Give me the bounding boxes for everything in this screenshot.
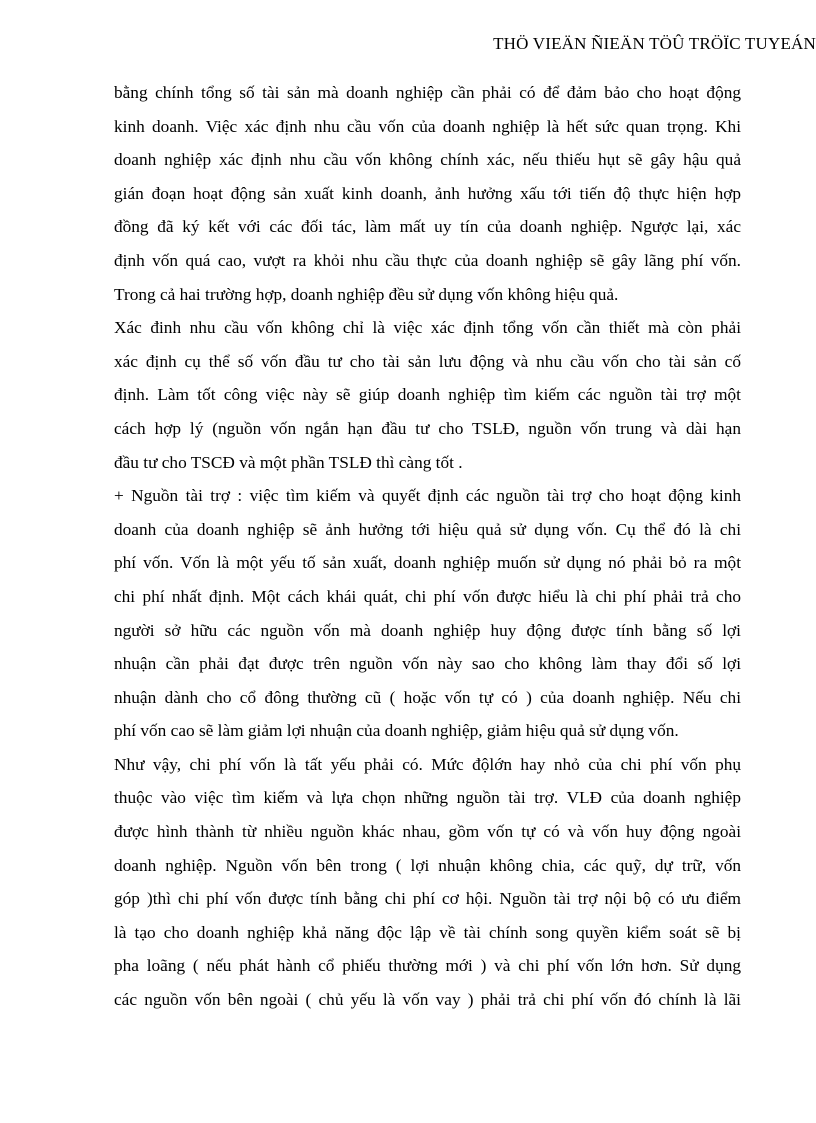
text-line: xác định cụ thể số vốn đầu tư cho tài sản lưu động và nhu cầu vốn cho tài sản cố (114, 351, 741, 371)
text-line: Như vậy, chi phí vốn là tất yếu phải có. Mức độlớn hay nhỏ của chi phí vốn phụ (114, 754, 741, 774)
text-line: định vốn quá cao, vượt ra khỏi nhu cầu thực của doanh nghiệp sẽ gây lãng phí vốn. (114, 250, 741, 270)
document-body (114, 76, 741, 1017)
text-line: gián đoạn hoạt động sản xuất kinh doanh, ảnh hưởng xấu tới tiến độ thực hiện hợp (114, 183, 741, 203)
text-line: doanh nghiệp xác định nhu cầu vốn không chính xác, nếu thiếu hụt sẽ gây hậu quả (114, 150, 741, 170)
text-line: thuộc vào việc tìm kiếm và lựa chọn những nguồn tài trợ. VLĐ của doanh nghiệp (114, 788, 741, 808)
text-line: Xác đinh nhu cầu vốn không chỉ là việc xác định tổng vốn cần thiết mà còn phải (114, 318, 741, 338)
text-line: định. Làm tốt công việc này sẽ giúp doanh nghiệp tìm kiếm các nguồn tài trợ một (114, 385, 741, 405)
running-header: THÖ VIEÄN ÑIEÄN TÖÛ TRÖÏC TUYEÁN (493, 34, 816, 53)
text-line: pha loãng ( nếu phát hành cổ phiếu thường mới ) và chi phí vốn lớn hơn. Sử dụng (114, 956, 741, 976)
text-line: bằng chính tổng số tài sản mà doanh nghiệp cần phải có để đảm bảo cho hoạt động (114, 83, 741, 102)
text-line: Trong cả hai trường hợp, doanh nghiệp đều sử dụng vốn không hiệu quả. (114, 284, 619, 304)
text-line: góp )thì chi phí vốn được tính bằng chi phí cơ hội. Nguồn tài trợ nội bộ có ưu điểm (114, 889, 741, 909)
text-line: chi phí nhất định. Một cách khái quát, chi phí vốn được hiểu là chi phí phải trả cho (114, 586, 741, 606)
text-line: người sở hữu các nguồn vốn mà doanh nghiệp huy động được tính bằng số lợi (114, 620, 741, 640)
text-line: nhuận dành cho cổ đông thường cũ ( hoặc vốn tự có ) của doanh nghiệp. Nếu chi (114, 687, 741, 707)
text-line: doanh của doanh nghiệp sẽ ảnh hưởng tới hiệu quả sử dụng vốn. Cụ thể đó là chi (114, 519, 741, 539)
text-line: là tạo cho doanh nghiệp khả năng độc lập về tài chính song quyền kiểm soát sẽ bị (114, 922, 741, 942)
text-line: nhuận cần phải đạt được trên nguồn vốn này sao cho không làm thay đổi số lợi (114, 654, 741, 674)
text-line: doanh nghiệp. Nguồn vốn bên trong ( lợi nhuận không chia, các quỹ, dự trữ, vốn (114, 855, 741, 875)
text-line: cách hợp lý (nguồn vốn ngắn hạn đầu tư cho TSLĐ, nguồn vốn trung và dài hạn (114, 418, 741, 438)
text-line: các nguồn vốn bên ngoài ( chủ yếu là vốn vay ) phải trả chi phí vốn đó chính là lãi (114, 990, 741, 1010)
text-line: phí vốn. Vốn là một yếu tố sản xuất, doanh nghiệp muốn sử dụng nó phải bỏ ra một (114, 553, 741, 573)
text-line: được hình thành từ nhiều nguồn khác nhau, gồm vốn tự có và vốn huy động ngoài (114, 822, 741, 842)
text-line: phí vốn cao sẽ làm giảm lợi nhuận của doanh nghiệp, giảm hiệu quả sử dụng vốn. (114, 721, 679, 741)
text-line: đồng đã ký kết với các đối tác, làm mất uy tín của doanh nghiệp. Ngược lại, xác (114, 217, 741, 237)
text-line: kinh doanh. Việc xác định nhu cầu vốn của doanh nghiệp là hết sức quan trọng. Khi (114, 116, 741, 136)
text-line: + Nguồn tài trợ : việc tìm kiếm và quyết định các nguồn tài trợ cho hoạt động kinh (114, 486, 741, 506)
text-line: đầu tư cho TSCĐ và một phần TSLĐ thì càng tốt . (114, 452, 463, 472)
